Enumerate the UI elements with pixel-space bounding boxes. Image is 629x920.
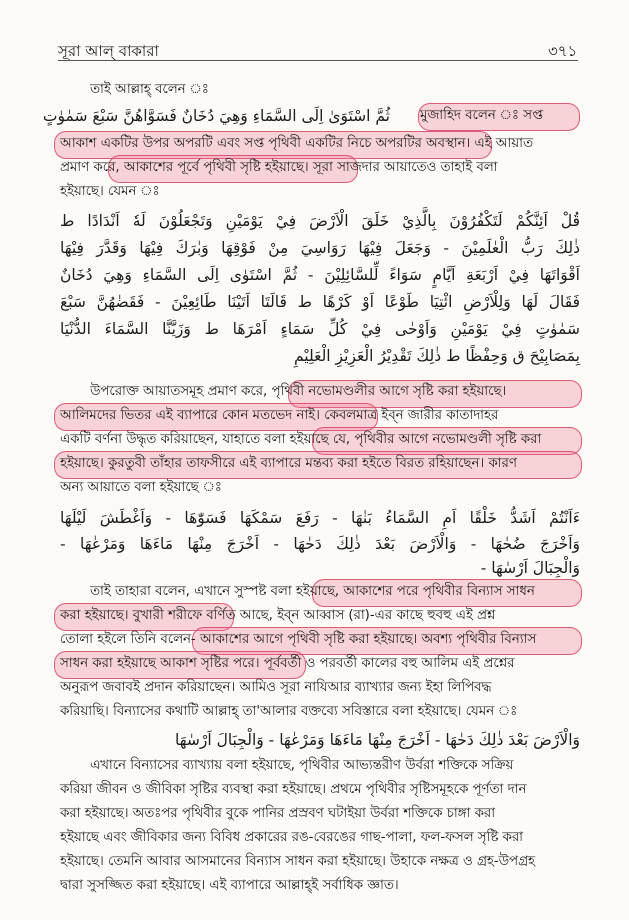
text-line: হইয়াছে এবং জীবিকার জন্য বিবিধ প্রকারের রঙ-বেরঙের গাছ-পালা, ফল-ফসল সৃষ্টি করা	[60, 830, 524, 845]
text-line: করা হইয়াছে। বুখারী শরীফে বর্ণিত আছে, ইব্‌ন আব্বাস (রা)-এর কাছে হুবহু এই প্রশ্ন	[60, 608, 496, 623]
text-line: প্রমাণ করে, আকাশের পূর্বে পৃথিবী সৃষ্টি হইয়াছে। সূরা সাজদার আয়াতেও তাহাই বলা	[60, 160, 498, 175]
surah-title: সূরা আল্ বাকারা	[58, 42, 159, 60]
text-line: অন্য আয়াতে বলা হইয়াছে ঃ	[60, 480, 222, 495]
text-line: হইয়াছে। কুরতুবী তাঁহার তাফসীরে এই ব্যাপারে মন্তব্য করা হইতে বিরত রহিয়াছেন। কারণ	[60, 456, 517, 471]
text-line: মুজাহিদ বলেন ঃ সপ্ত	[420, 108, 543, 123]
text-line: অনুরূপ জবাবই প্রদান করিয়াছেন। আমিও সূরা নাযিআর ব্যাখ্যার জন্য ইহা লিপিবদ্ধ	[60, 680, 492, 695]
arabic-verse-line: ءَاَنْتُمْ اَشَدُّ خَلْقًا اَمِ السَّمَاءُ بَنٰهَا - رَفَعَ سَمْكَهَا فَسَوّٰهَا - وَاَغْطَشَ لَيْلَهَا	[60, 509, 580, 527]
text-line: করা হইয়াছে। অতঃপর পৃথিবীর বুকে পানির প্রস্রবণ ঘটাইয়া উর্বরা শক্তিকে চাঙ্গা করা	[60, 806, 496, 821]
text-line: আকাশ একটির উপর অপরটি এবং সপ্ত পৃথিবী একটির নিচে অপরটির অবস্থান। এই আয়াত	[60, 136, 533, 151]
arabic-verse-line: وَالْجِبَالَ اَرْسٰهَا -	[480, 559, 580, 577]
text-line: তোলা হইলে তিনি বলেন- আকাশের আগে পৃথিবী সৃষ্টি করা হইয়াছে। অবশ্য পৃথিবীর বিন্যাস	[60, 632, 537, 647]
header-divider	[58, 60, 578, 61]
arabic-verse-line: وَالْاَرْضَ بَعْدَ ذٰلِكَ دَحٰهَا - اَخْرَجَ مِنْهَا مَاءَهَا وَمَرْعٰهَا - وَالْجِبَالَ اَرْسٰهَا	[175, 731, 580, 749]
text-line: আলিমদের ভিতর এই ব্যাপারে কোন মতভেদ নাই। কেবলমাত্র ইব্‌ন জারীর কাতাদাহর	[60, 408, 499, 423]
text-line: তাই তাহারা বলেন, এখানে সুস্পষ্ট বলা হইয়াছে, আকাশের পরে পৃথিবীর বিন্যাস সাধন	[90, 584, 535, 599]
text-line: করিয়াছি। বিন্যাসের কথাটি আল্লাহ্ তা'আলার বক্তব্যে সবিস্তারে বলা হইয়াছে। যেমন ঃ	[60, 704, 518, 719]
text-line: দ্বারা সুসজ্জিত করা হইয়াছে। এই ব্যাপারে আল্লাহ্ই সর্বাধিক জ্ঞাত।	[60, 878, 399, 893]
text-line: হইয়াছে। তেমনি আবার আসমানের বিন্যাস সাধন করা হইয়াছে। উহাকে নক্ষত্র ও গ্রহ-উপগ্রহ	[60, 854, 536, 869]
arabic-verse-line: بِمَصَابِيْحَ ق وَحِفْظًا ط ذٰلِكَ تَقْدِيْرُ الْعَزِيْزِ الْعَلِيْمِ	[293, 347, 580, 365]
text-line: হইয়াছে। যেমন ঃ	[60, 184, 160, 199]
arabic-verse-line: ثُمَّ اسْتَوَىٰ اِلَى السَّمَاءِ وَهِيَ دُخَانٌ فَسَوَّاهُنَّ سَبْعَ سَمٰوٰتٍ	[42, 107, 390, 125]
arabic-verse-line: قُلْ اَئِنَّكُمْ لَتَكْفُرُوْنَ بِالَّذِيْ خَلَقَ الْاَرْضَ فِيْ يَوْمَيْنِ وَتَجْعَلُوْنَ لَهٗ اَنْدَادًا ط	[60, 212, 580, 230]
text-line: সাধন করা হইয়াছে আকাশ সৃষ্টির পরে। পূর্ববর্তী ও পরবর্তী কালের বহু আলিম এই প্রশ্নের	[60, 656, 515, 671]
text-line: একটি বর্ণনা উদ্ধৃত করিয়াছেন, যাহাতে বলা হইয়াছে যে, পৃথিবীর আগে নভোমণ্ডলী সৃষ্টি করা	[60, 432, 542, 447]
arabic-verse-line: اَقْوَاتَهَا فِيْ اَرْبَعَةِ اَيَّامٍ سَوَاءً لِّلسَّائِلِيْنَ - ثُمَّ اسْتَوٰى اِلَى السَّمَاءِ وَهِيَ دُخَانٌ	[60, 266, 580, 284]
text-line: করিয়া জীবন ও জীবিকা সৃষ্টির ব্যবস্থা করা হইয়াছে। প্রথমে পৃথিবীর সৃষ্টিসমূহকে পূর্ণতা দান	[60, 782, 527, 797]
page-number: ৩৭১	[548, 42, 578, 60]
text-line: তাই আল্লাহ্ বলেন ঃ	[90, 82, 209, 97]
arabic-verse-line: سَمٰوٰتٍ فِيْ يَوْمَيْنِ وَاَوْحٰى فِيْ كُلِّ سَمَاءٍ اَمْرَهَا ط وَزَيَّنَّا السَّمَاءَ الدُّنْيَا	[60, 320, 580, 338]
arabic-verse-line: وَاَخْرَجَ ضُحٰهَا - وَالْاَرْضَ بَعْدَ ذٰلِكَ دَحٰهَا - اَخْرَجَ مِنْهَا مَاءَهَا وَمَرْعٰهَا -	[60, 535, 580, 553]
text-line: উপরোক্ত আয়াতসমূহ প্রমাণ করে, পৃথিবী নভোমণ্ডলীর আগে সৃষ্টি করা হইয়াছে।	[90, 384, 507, 399]
arabic-verse-line: فَقَالَ لَهَا وَلِلْاَرْضِ ائْتِيَا طَوْعًا اَوْ كَرْهًا ط قَالَتَا اَتَيْنَا طَائِعِيْنَ - فَقَضٰهُنَّ سَبْعَ	[60, 293, 580, 311]
arabic-verse-line: ذٰلِكَ رَبُّ الْعٰلَمِيْنَ - وَجَعَلَ فِيْهَا رَوَاسِيَ مِنْ فَوْقِهَا وَبٰرَكَ فِيْهَا وَقَدَّرَ فِيْهَا	[60, 239, 580, 257]
text-line: এখানে বিন্যাসের ব্যাখ্যায় বলা হইয়াছে, পৃথিবীর আভ্যন্তরীণ উর্বরা শক্তিকে সক্রিয়	[90, 758, 514, 773]
